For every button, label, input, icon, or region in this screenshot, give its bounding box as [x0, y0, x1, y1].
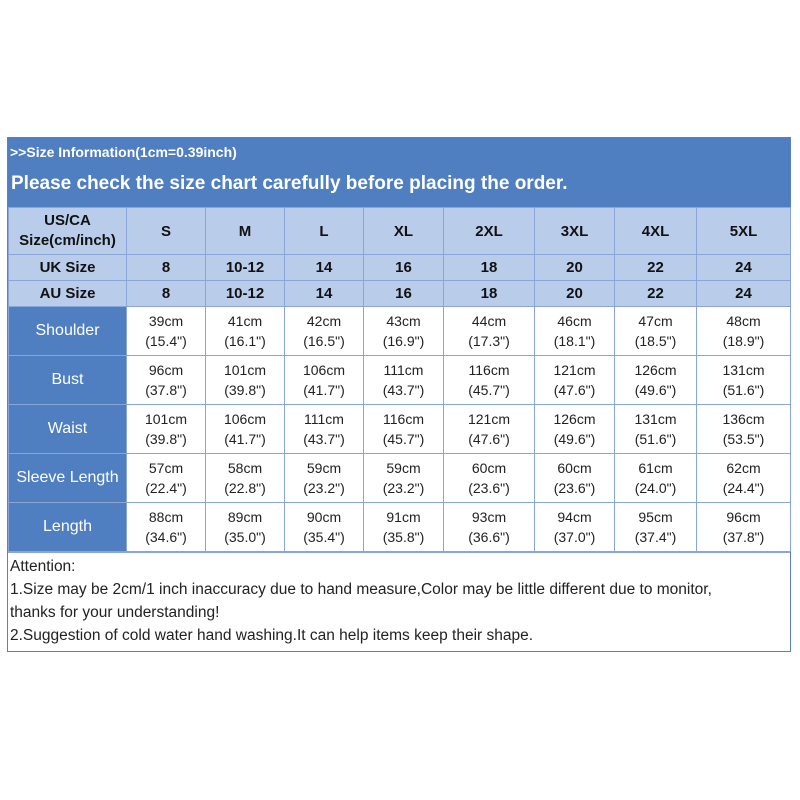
inch-value: (39.8"): [145, 431, 187, 447]
inch-value: (49.6"): [553, 431, 596, 447]
inch-value: (47.6"): [553, 382, 596, 398]
inch-value: (23.2"): [303, 480, 345, 496]
inch-value: (47.6"): [468, 431, 510, 447]
inch-value: (35.0"): [224, 529, 266, 545]
cm-value: 58cm: [227, 460, 263, 476]
inch-value: (22.8"): [224, 480, 266, 496]
inch-value: (18.1"): [553, 333, 596, 349]
cm-value: 131cm: [722, 362, 765, 378]
size-value-cell: 16: [364, 255, 444, 281]
cm-value: 42cm: [306, 313, 342, 329]
inch-value: (34.6"): [145, 529, 187, 545]
measurement-cell: [444, 405, 535, 454]
cm-value: 47cm: [638, 313, 673, 329]
size-value-cell: 2XL: [444, 208, 535, 255]
measurement-cell: [444, 454, 535, 503]
size-info-subtitle: >>Size Information(1cm=0.39inch): [10, 144, 237, 160]
inch-value: (37.0"): [553, 529, 596, 545]
measurement-cell: [535, 356, 615, 405]
measurement-cell: [364, 307, 444, 356]
inch-value: (35.4"): [303, 529, 345, 545]
measurement-label: Shoulder: [9, 307, 127, 356]
measurement-cell: [615, 503, 697, 552]
cm-value: 101cm: [144, 411, 188, 427]
cm-value: 111cm: [383, 362, 424, 378]
size-header-row: [9, 281, 791, 307]
measurement-label: Bust: [9, 356, 127, 405]
measurement-cell: [206, 307, 285, 356]
measurement-label: Length: [9, 503, 127, 552]
inch-value: (49.6"): [634, 382, 677, 398]
size-system-label: US/CA Size(cm/inch): [9, 208, 127, 255]
measurement-cell: [364, 405, 444, 454]
cm-value: 106cm: [223, 411, 267, 427]
size-value-cell: 5XL: [697, 208, 791, 255]
inch-value: (51.6"): [634, 431, 677, 447]
cm-value: 94cm: [557, 509, 592, 525]
inch-value: (15.4"): [145, 333, 187, 349]
cm-value: 46cm: [557, 313, 592, 329]
size-value-cell: 8: [127, 281, 206, 307]
size-value-cell: 22: [615, 281, 697, 307]
measurement-row: [9, 356, 791, 405]
size-value-cell: 24: [697, 255, 791, 281]
measurement-label: Waist: [9, 405, 127, 454]
cm-value: 126cm: [634, 362, 677, 378]
inch-value: (41.7"): [224, 431, 266, 447]
measurement-cell: [697, 405, 791, 454]
cm-value: 106cm: [302, 362, 346, 378]
cm-value: 62cm: [726, 460, 761, 476]
size-value-cell: XL: [364, 208, 444, 255]
inch-value: (43.7"): [303, 431, 345, 447]
inch-value: (24.0"): [634, 480, 677, 496]
measurement-cell: [535, 454, 615, 503]
size-value-cell: 8: [127, 255, 206, 281]
cm-value: 96cm: [148, 362, 184, 378]
inch-value: (24.4"): [722, 480, 765, 496]
attention-notes: [8, 552, 790, 651]
measurement-cell: [615, 454, 697, 503]
inch-value: (51.6"): [722, 382, 765, 398]
inch-value: (16.1"): [224, 333, 266, 349]
size-header-row: [9, 208, 791, 255]
measurement-row: [9, 307, 791, 356]
size-value-cell: 24: [697, 281, 791, 307]
cm-value: 101cm: [223, 362, 267, 378]
inch-value: (43.7"): [382, 382, 425, 398]
cm-value: 88cm: [148, 509, 184, 525]
measurement-cell: [285, 405, 364, 454]
size-value-cell: M: [206, 208, 285, 255]
inch-value: (39.8"): [224, 382, 266, 398]
measurement-cell: [127, 307, 206, 356]
inch-value: (16.9"): [382, 333, 425, 349]
measurement-row: [9, 503, 791, 552]
measurement-label: Sleeve Length: [9, 454, 127, 503]
size-value-cell: S: [127, 208, 206, 255]
inch-value: (35.8"): [382, 529, 425, 545]
cm-value: 96cm: [726, 509, 761, 525]
size-value-cell: 14: [285, 255, 364, 281]
measurement-cell: [127, 454, 206, 503]
size-value-cell: 22: [615, 255, 697, 281]
size-value-cell: 20: [535, 255, 615, 281]
note-line: 1.Size may be 2cm/1 inch inaccuracy due to hand measure,Color may be little different due to monitor,: [10, 581, 712, 598]
measurement-cell: [127, 503, 206, 552]
measurement-cell: [615, 307, 697, 356]
size-value-cell: 3XL: [535, 208, 615, 255]
banner: [8, 138, 790, 207]
cm-value: 126cm: [553, 411, 596, 427]
size-value-cell: L: [285, 208, 364, 255]
cm-value: 121cm: [467, 411, 511, 427]
cm-value: 91cm: [386, 509, 421, 525]
inch-value: (37.4"): [634, 529, 677, 545]
inch-value: (37.8"): [722, 529, 765, 545]
size-chart-title: Please check the size chart carefully before placing the order.: [11, 173, 568, 194]
size-system-label: UK Size: [9, 255, 127, 281]
measurement-cell: [285, 503, 364, 552]
inch-value: (23.6"): [468, 480, 510, 496]
measurement-cell: [206, 454, 285, 503]
measurement-cell: [697, 356, 791, 405]
measurement-cell: [364, 454, 444, 503]
cm-value: 41cm: [227, 313, 263, 329]
size-table: [8, 207, 791, 552]
measurement-cell: [206, 405, 285, 454]
measurement-cell: [285, 454, 364, 503]
inch-value: (17.3"): [468, 333, 510, 349]
measurement-cell: [285, 307, 364, 356]
cm-value: 136cm: [722, 411, 765, 427]
inch-value: (22.4"): [145, 480, 187, 496]
measurement-cell: [364, 503, 444, 552]
measurement-row: [9, 454, 791, 503]
size-chart: [7, 137, 791, 652]
measurement-cell: [535, 503, 615, 552]
measurement-cell: [127, 356, 206, 405]
measurement-cell: [206, 356, 285, 405]
size-system-label: AU Size: [9, 281, 127, 307]
measurement-cell: [697, 307, 791, 356]
inch-value: (41.7"): [303, 382, 345, 398]
inch-value: (36.6"): [468, 529, 510, 545]
measurement-cell: [697, 454, 791, 503]
note-line: 2.Suggestion of cold water hand washing.It can help items keep their shape.: [10, 627, 534, 644]
cm-value: 48cm: [726, 313, 761, 329]
inch-value: (16.5"): [303, 333, 345, 349]
inch-value: (23.2"): [382, 480, 425, 496]
cm-value: 59cm: [306, 460, 342, 476]
measurement-cell: [697, 503, 791, 552]
cm-value: 57cm: [148, 460, 184, 476]
inch-value: (23.6"): [553, 480, 596, 496]
cm-value: 116cm: [383, 411, 424, 427]
measurement-cell: [285, 356, 364, 405]
size-value-cell: 18: [444, 255, 535, 281]
size-value-cell: 16: [364, 281, 444, 307]
inch-value: (18.5"): [634, 333, 677, 349]
cm-value: 111cm: [304, 411, 344, 427]
measurement-cell: [364, 356, 444, 405]
cm-value: 90cm: [306, 509, 342, 525]
size-value-cell: 18: [444, 281, 535, 307]
measurement-cell: [615, 356, 697, 405]
measurement-cell: [535, 307, 615, 356]
measurement-cell: [127, 405, 206, 454]
cm-value: 95cm: [638, 509, 673, 525]
size-header-row: [9, 255, 791, 281]
cm-value: 131cm: [634, 411, 677, 427]
inch-value: (18.9"): [722, 333, 765, 349]
cm-value: 59cm: [386, 460, 421, 476]
size-value-cell: 10-12: [206, 255, 285, 281]
measurement-cell: [615, 405, 697, 454]
size-value-cell: 14: [285, 281, 364, 307]
cm-value: 43cm: [386, 313, 421, 329]
measurement-cell: [444, 503, 535, 552]
cm-value: 60cm: [471, 460, 507, 476]
cm-value: 121cm: [553, 362, 596, 378]
cm-value: 39cm: [148, 313, 184, 329]
size-value-cell: 20: [535, 281, 615, 307]
inch-value: (45.7"): [468, 382, 510, 398]
inch-value: (53.5"): [722, 431, 765, 447]
measurement-cell: [535, 405, 615, 454]
inch-value: (37.8"): [145, 382, 187, 398]
cm-value: 61cm: [638, 460, 673, 476]
note-line: thanks for your understanding!: [10, 604, 220, 621]
note-line: Attention:: [10, 558, 76, 575]
measurement-cell: [444, 356, 535, 405]
cm-value: 44cm: [471, 313, 507, 329]
measurement-row: [9, 405, 791, 454]
cm-value: 89cm: [227, 509, 263, 525]
size-value-cell: 10-12: [206, 281, 285, 307]
cm-value: 116cm: [468, 362, 510, 378]
size-value-cell: 4XL: [615, 208, 697, 255]
cm-value: 60cm: [557, 460, 592, 476]
measurement-cell: [206, 503, 285, 552]
inch-value: (45.7"): [382, 431, 425, 447]
measurement-cell: [444, 307, 535, 356]
cm-value: 93cm: [471, 509, 507, 525]
